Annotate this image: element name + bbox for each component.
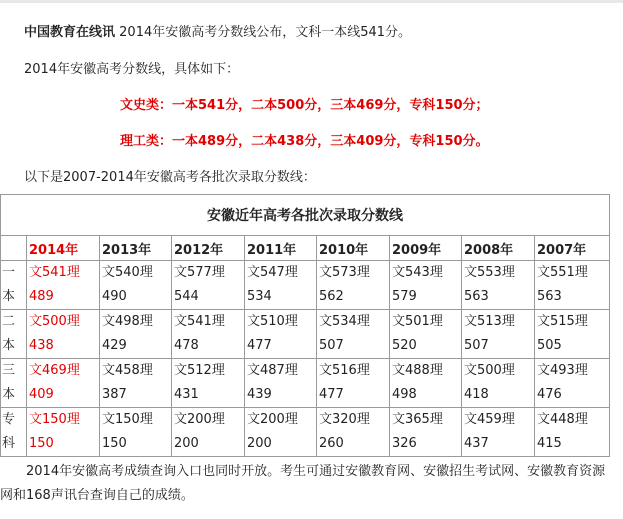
score-cell	[462, 408, 535, 457]
liberal-arts-score: 文200理	[174, 412, 225, 427]
science-score: 489	[29, 289, 54, 304]
score-cell	[245, 261, 317, 310]
liberal-arts-score: 文448理	[537, 412, 588, 427]
liberal-arts-score: 文469理	[29, 363, 80, 378]
year-header: 2013年	[100, 236, 172, 261]
science-score: 498	[392, 387, 417, 402]
score-cell	[317, 408, 390, 457]
subtitle-paragraph: 2014年安徽高考分数线，具体如下：	[24, 62, 240, 77]
source-label: 中国教育在线讯	[24, 25, 116, 40]
liberal-arts-score: 文512理	[174, 363, 225, 378]
liberal-arts-score: 文515理	[537, 314, 588, 329]
liberal-arts-score: 文150理	[29, 412, 80, 427]
year-header: 2007年	[535, 236, 610, 261]
table-header-row	[1, 236, 610, 261]
table-row	[1, 359, 610, 408]
score-cell	[245, 310, 317, 359]
liberal-arts-score: 文553理	[464, 265, 515, 280]
score-cell	[535, 359, 610, 408]
liberal-arts-score: 文513理	[464, 314, 515, 329]
science-score: 563	[464, 289, 489, 304]
intro-paragraph	[24, 24, 411, 42]
score-cell	[27, 261, 100, 310]
top-divider	[0, 0, 623, 3]
liberal-arts-score: 文541理	[174, 314, 225, 329]
score-cell	[172, 310, 245, 359]
liberal-arts-score: 文365理	[392, 412, 443, 427]
liberal-arts-score: 文500理	[29, 314, 80, 329]
score-cell	[100, 310, 172, 359]
science-score: 534	[247, 289, 272, 304]
batch-label: 专科	[1, 408, 27, 457]
batch-label: 二本	[1, 310, 27, 359]
score-cell	[390, 408, 462, 457]
science-score: 200	[174, 436, 199, 451]
intro-text: 2014年安徽高考分数线公布，文科一本线541分。	[115, 25, 412, 40]
liberal-arts-score: 文487理	[247, 363, 298, 378]
science-score: 387	[102, 387, 127, 402]
science-score: 439	[247, 387, 272, 402]
science-score: 520	[392, 338, 417, 353]
science-score: 477	[319, 387, 344, 402]
liberal-arts-score: 文551理	[537, 265, 588, 280]
table-row	[1, 261, 610, 310]
score-cell	[462, 261, 535, 310]
score-cell	[172, 408, 245, 457]
science-score: 150	[29, 436, 54, 451]
score-cell	[172, 261, 245, 310]
batch-label: 三本	[1, 359, 27, 408]
score-cell	[172, 359, 245, 408]
score-cell	[27, 310, 100, 359]
score-cell	[27, 408, 100, 457]
liberal-arts-score: 文493理	[537, 363, 588, 378]
score-cell	[390, 261, 462, 310]
liberal-arts-score: 文516理	[319, 363, 370, 378]
score-table	[0, 194, 610, 457]
score-cell	[27, 359, 100, 408]
liberal-arts-score: 文541理	[29, 265, 80, 280]
science-score: 415	[537, 436, 562, 451]
science-score: 260	[319, 436, 344, 451]
science-score: 544	[174, 289, 199, 304]
score-cell	[462, 310, 535, 359]
science-score: 507	[319, 338, 344, 353]
score-cell	[390, 310, 462, 359]
table-title: 安徽近年高考各批次录取分数线	[1, 195, 610, 236]
science-score: 438	[29, 338, 54, 353]
year-header: 2009年	[390, 236, 462, 261]
score-cell	[245, 408, 317, 457]
footer-text: 2014年安徽高考成绩查询入口也同时开放。考生可通过安徽教育网、安徽招生考试网、安徽教育资源网和168声讯台查询自己的成绩。	[0, 464, 606, 503]
batch-label: 一本	[1, 261, 27, 310]
score-cell	[100, 359, 172, 408]
liberal-arts-score: 文150理	[102, 412, 153, 427]
science-score: 579	[392, 289, 417, 304]
liberal-arts-score: 文510理	[247, 314, 298, 329]
liberal-arts-score: 文577理	[174, 265, 225, 280]
science-score: 431	[174, 387, 199, 402]
science-score: 507	[464, 338, 489, 353]
score-cell	[317, 359, 390, 408]
science-score: 562	[319, 289, 344, 304]
liberal-arts-score: 文540理	[102, 265, 153, 280]
score-cell	[535, 310, 610, 359]
liberal-arts-score: 文498理	[102, 314, 153, 329]
liberal-arts-score: 文500理	[464, 363, 515, 378]
score-cell	[317, 261, 390, 310]
liberal-arts-score: 文573理	[319, 265, 370, 280]
liberal-arts-score: 文200理	[247, 412, 298, 427]
table-intro: 以下是2007-2014年安徽高考各批次录取分数线：	[24, 170, 316, 185]
score-cell	[390, 359, 462, 408]
year-header: 2011年	[245, 236, 317, 261]
science-score: 429	[102, 338, 127, 353]
science-score: 200	[247, 436, 272, 451]
score-cell	[245, 359, 317, 408]
liberal-arts-score: 文320理	[319, 412, 370, 427]
science-score: 478	[174, 338, 199, 353]
liberal-arts-score: 文543理	[392, 265, 443, 280]
liberal-arts-score: 文488理	[392, 363, 443, 378]
science-scores: 理工类：一本489分，二本438分，三本409分，专科150分。	[120, 134, 489, 149]
science-score: 505	[537, 338, 562, 353]
science-score: 490	[102, 289, 127, 304]
score-cell	[100, 408, 172, 457]
liberal-arts-score: 文501理	[392, 314, 443, 329]
liberal-arts-score: 文547理	[247, 265, 298, 280]
year-header: 2012年	[172, 236, 245, 261]
table-row	[1, 408, 610, 457]
science-score: 326	[392, 436, 417, 451]
score-cell	[535, 261, 610, 310]
table-row	[1, 310, 610, 359]
score-cell	[317, 310, 390, 359]
corner-cell	[1, 236, 27, 261]
science-score: 150	[102, 436, 127, 451]
year-header: 2008年	[462, 236, 535, 261]
score-cell	[462, 359, 535, 408]
year-header: 2010年	[317, 236, 390, 261]
score-cell	[535, 408, 610, 457]
science-score: 477	[247, 338, 272, 353]
year-header: 2014年	[27, 236, 100, 261]
science-score: 418	[464, 387, 489, 402]
science-score: 437	[464, 436, 489, 451]
liberal-arts-score: 文458理	[102, 363, 153, 378]
science-score: 409	[29, 387, 54, 402]
liberal-arts-score: 文459理	[464, 412, 515, 427]
science-score: 476	[537, 387, 562, 402]
science-score: 563	[537, 289, 562, 304]
score-cell	[100, 261, 172, 310]
footer-note	[0, 460, 612, 508]
liberal-arts-scores: 文史类：一本541分，二本500分，三本469分，专科150分；	[120, 98, 489, 113]
liberal-arts-score: 文534理	[319, 314, 370, 329]
